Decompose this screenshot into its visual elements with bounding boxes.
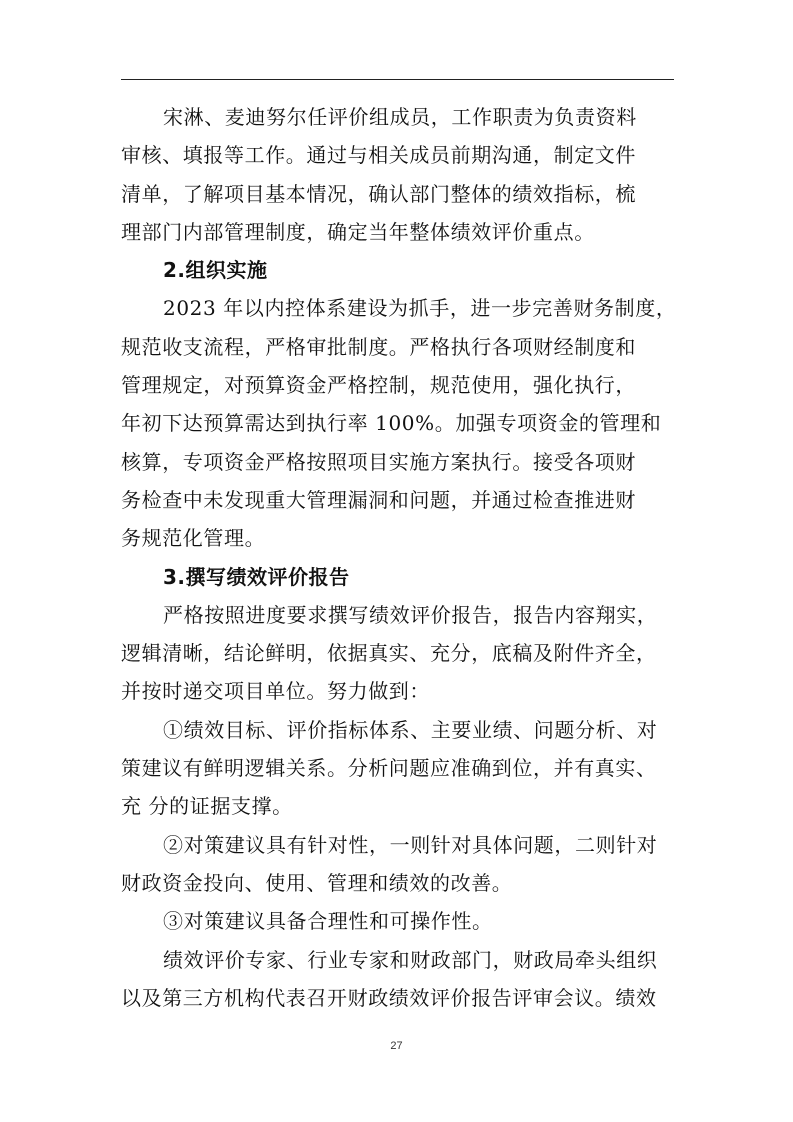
paragraph-line: 清单，了解项目基本情况，确认部门整体的绩效指标，梳 <box>121 181 636 206</box>
paragraph-line: 2023 年以内控体系建设为抓手，进一步完善财务制度， <box>163 296 677 321</box>
list-item-1: ①绩效目标、评价指标体系、主要业绩、问题分析、对 <box>163 717 658 742</box>
paragraph-line: 规范收支流程，严格审批制度。严格执行各项财经制度和 <box>121 334 636 359</box>
paragraph-line: 财政资金投向、使用、管理和绩效的改善。 <box>121 870 513 895</box>
paragraph-line: 核算，专项资金严格按照项目实施方案执行。接受各项财 <box>121 449 636 474</box>
paragraph-line: 管理规定，对预算资金严格控制，规范使用，强化执行， <box>121 373 636 398</box>
section-heading: 3.撰写绩效评价报告 <box>163 564 350 589</box>
paragraph-line: 年初下达预算需达到执行率 100%。加强专项资金的管理和 <box>121 411 662 436</box>
page-number: 27 <box>390 1040 403 1052</box>
document-body <box>121 98 677 1017</box>
paragraph-line: 审核、填报等工作。通过与相关成员前期沟通，制定文件 <box>121 143 636 168</box>
paragraph-line: 严格按照进度要求撰写绩效评价报告，报告内容翔实， <box>163 602 658 627</box>
list-item-3: ③对策建议具备合理性和可操作性。 <box>163 909 493 934</box>
paragraph-line: 理部门内部管理制度，确定当年整体绩效评价重点。 <box>121 219 595 244</box>
paragraph-line: 逻辑清晰，结论鲜明，依据真实、充分，底稿及附件齐全， <box>121 641 657 666</box>
paragraph-line: 策建议有鲜明逻辑关系。分析问题应准确到位，并有真实、 <box>121 756 657 781</box>
paragraph-line: 以及第三方机构代表召开财政绩效评价报告评审会议。绩效 <box>121 985 657 1010</box>
paragraph-line: 宋淋、麦迪努尔任评价组成员，工作职责为负责资料 <box>163 105 637 129</box>
section-heading: 2.组织实施 <box>163 258 268 283</box>
list-item-2: ②对策建议具有针对性，一则针对具体问题，二则针对 <box>163 832 658 857</box>
paragraph-line: 绩效评价专家、行业专家和财政部门，财政局牵头组织 <box>163 947 658 972</box>
paragraph-line: 充 分的证据支撑。 <box>121 794 293 819</box>
header-rule <box>121 79 674 80</box>
paragraph-line: 并按时递交项目单位。努力做到： <box>121 679 430 704</box>
paragraph-line: 务规范化管理。 <box>121 526 266 551</box>
paragraph-line: 务检查中未发现重大管理漏洞和问题，并通过检查推进财 <box>121 487 636 512</box>
